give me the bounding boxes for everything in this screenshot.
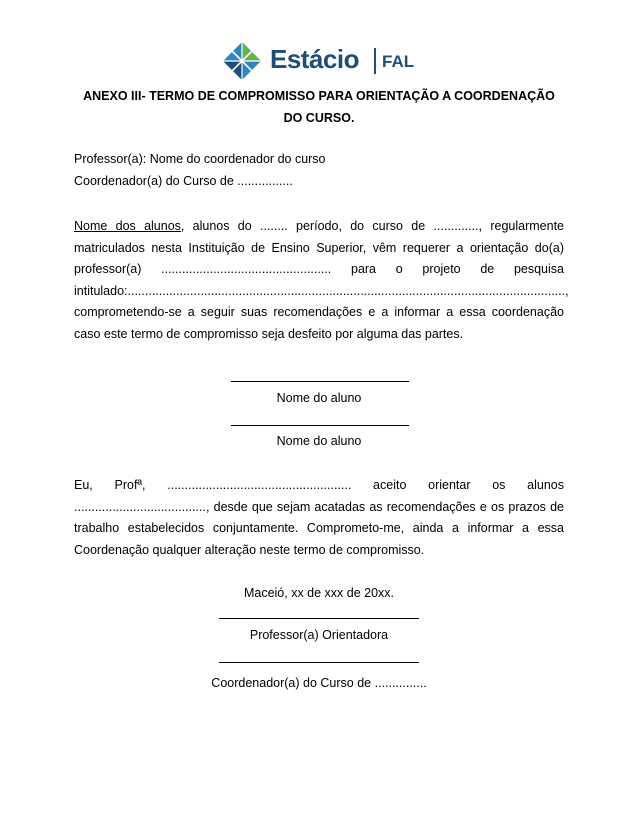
estacio-fal-logo [222, 40, 422, 82]
student-signature-label-1: Nome do aluno [276, 391, 362, 405]
diamond-logo-icon [222, 41, 262, 81]
coordinator-signature-label: Coordenador(a) do Curso de ............... [211, 676, 427, 690]
advisor-signature-label: Professor(a) Orientadora [249, 628, 389, 642]
addressee-role: Coordenador(a) do Curso de ................ [74, 174, 293, 188]
students-label: Nome dos alunos [74, 219, 181, 233]
document-title-line1: ANEXO III- TERMO DE COMPROMISSO PARA ORIENTAÇÃO A COORDENAÇÃO [83, 89, 555, 103]
place-date: Maceió, xx de xxx de 20xx. [243, 586, 395, 600]
brand-suffix: FAL [382, 52, 415, 71]
student-signature-line-2 [231, 425, 409, 426]
acceptance-paragraph: Eu, Profª, ..................................................... aceito orientar os alunos ......................................, desde que sejam acatadas as recomendações e os prazos de trabalho estabelecidos conjuntamente. Comprometo-me, ainda a informar a essa Coordenação qualquer alteração neste termo de compromisso. [74, 478, 564, 557]
brand-divider [374, 48, 376, 74]
brand-name: Estácio [270, 44, 359, 74]
advisor-signature-line [219, 618, 419, 619]
addressee-name: Professor(a): Nome do coordenador do curso [74, 152, 326, 166]
student-signature-label-2: Nome do aluno [276, 434, 362, 448]
document-title-line2: DO CURSO. [283, 111, 355, 125]
request-text: , alunos do ........ período, do curso de ............., regularmente matriculados nesta Instituição de Ensino Superior, vêm requerer a orientação do(a) professor(a) ................................................. para o projeto de pesquisa intitulado:.............................................................................................................................., comprometendo-se a seguir suas recomendações e a informar a essa coordenação caso este termo de compromisso seja desfeito por alguma das partes. [74, 219, 569, 341]
coordinator-signature-line [219, 662, 419, 663]
student-signature-line-1 [231, 381, 409, 382]
request-paragraph [74, 216, 569, 345]
